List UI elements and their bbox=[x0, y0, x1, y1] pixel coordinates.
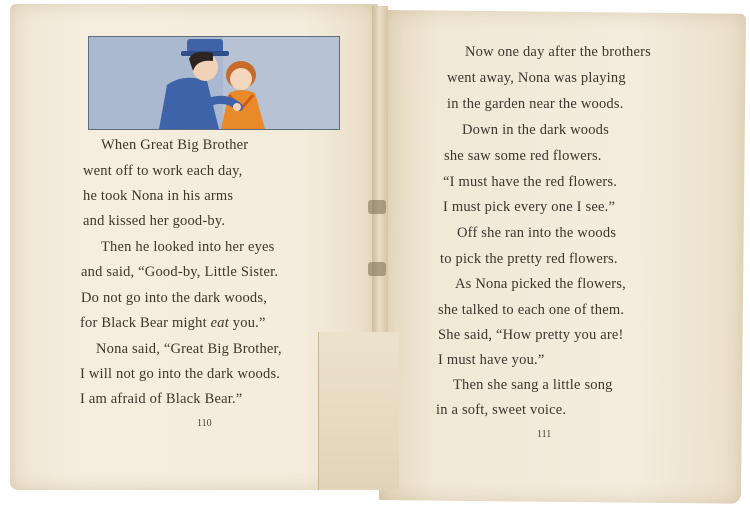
text-line: Nona said, “Great Big Brother, bbox=[96, 341, 282, 357]
text-line: Then she sang a little song bbox=[453, 377, 613, 393]
text-line: “I must have the red flowers. bbox=[443, 174, 618, 190]
text-line: She said, “How pretty you are! bbox=[438, 327, 624, 343]
text-line: When Great Big Brother bbox=[101, 137, 249, 153]
text-span: you.” bbox=[232, 315, 266, 331]
text-line: I must pick every one I see.” bbox=[443, 199, 616, 215]
text-line: I will not go into the dark woods. bbox=[80, 366, 281, 382]
emphasized-word: eat bbox=[210, 315, 229, 331]
story-illustration bbox=[88, 36, 340, 130]
text-line: Down in the dark woods bbox=[462, 122, 609, 138]
text-line: in a soft, sweet voice. bbox=[436, 402, 567, 418]
text-line: and said, “Good-by, Little Sister. bbox=[81, 264, 279, 280]
text-line: Then he looked into her eyes bbox=[101, 239, 275, 255]
brother-hugging-sister-image bbox=[89, 37, 339, 129]
torn-page-edge bbox=[318, 332, 399, 490]
text-line: As Nona picked the flowers, bbox=[455, 276, 626, 292]
text-line: and kissed her good-by. bbox=[83, 213, 226, 229]
page-number: 111 bbox=[537, 429, 552, 440]
text-line: Do not go into the dark woods, bbox=[81, 290, 268, 306]
text-line: Off she ran into the woods bbox=[457, 225, 617, 241]
text-line: went off to work each day, bbox=[83, 163, 243, 179]
text-line: I am afraid of Black Bear.” bbox=[80, 391, 243, 407]
binding-hole bbox=[368, 262, 386, 276]
text-line: I must have you.” bbox=[438, 352, 545, 368]
text-line: she saw some red flowers. bbox=[444, 148, 602, 164]
binding-hole bbox=[368, 200, 386, 214]
text-span: for Black Bear might bbox=[80, 315, 207, 331]
text-line: to pick the pretty red flowers. bbox=[440, 251, 618, 267]
text-line bbox=[80, 315, 266, 332]
text-line: he took Nona in his arms bbox=[83, 188, 234, 204]
page-number: 110 bbox=[197, 418, 212, 429]
text-line: went away, Nona was playing bbox=[447, 70, 626, 86]
text-line: she talked to each one of them. bbox=[438, 302, 625, 318]
text-line: Now one day after the brothers bbox=[465, 44, 651, 60]
text-line: in the garden near the woods. bbox=[447, 96, 624, 112]
